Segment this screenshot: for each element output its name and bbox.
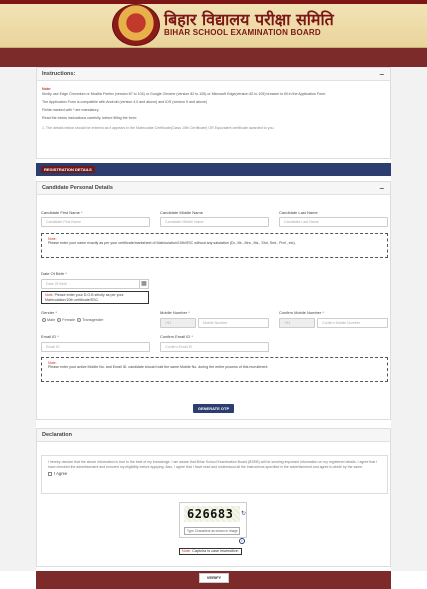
mobile-input[interactable]: Mobile Number [198,318,269,328]
right-margin [391,67,427,571]
declaration-heading: Declaration [42,432,72,438]
dob-label: Date Of Birth * [41,271,67,276]
instructions-panel [36,67,391,159]
gender-label: Gender * [41,310,58,315]
agree-row [48,471,381,476]
header-top-line [0,0,427,4]
middle-name-label: Candidate Middle Name [160,210,203,215]
gender-transgender-label: Transgender [82,318,104,322]
declaration-panel [36,428,391,567]
personal-details-header[interactable] [37,182,390,195]
mobile-note [41,357,388,382]
dob-note [41,291,149,304]
instructions-heading: Instructions: [42,71,76,77]
registration-strip [36,163,391,176]
declaration-header [37,429,390,442]
bseb-logo-icon [112,4,160,46]
gender-options [41,318,103,322]
confirm-email-input[interactable]: Confirm Email ID [160,342,269,352]
gender-female-radio[interactable] [57,318,61,322]
last-name-input[interactable]: Candidate Last Name [279,217,388,227]
refresh-captcha-icon[interactable]: ↻ [241,511,247,517]
instruction-line: The Application Form is compatible with Android (version 4.0 and above) and iOS (version 9 and above) [42,100,208,104]
mobile-label: Mobile Number * [160,310,190,315]
agree-checkbox[interactable] [48,472,52,476]
calendar-icon[interactable]: ▦ [139,279,149,289]
captcha-box [179,502,247,538]
confirm-mobile-label: Confirm Mobile Number * [279,310,324,315]
collapse-icon[interactable]: − [379,184,384,193]
last-name-label: Candidate Last Name [279,210,318,215]
email-input[interactable]: Email ID [41,342,150,352]
declaration-box [41,455,388,494]
instruction-line: Read the below instructions carefully, before filling the form: [42,116,137,120]
instructions-header[interactable] [37,68,390,81]
gender-male-label: Male [47,318,56,322]
site-title-hindi: बिहार विद्यालय परीक्षा समिति [164,10,334,29]
email-label: Email ID * [41,334,59,339]
dob-note-title: Note: [45,293,54,297]
declaration-text: I hereby declare that the above information is true to the best of my knowledge. I am aware that Bihar School Examination Board (BSEB) will be sending important information on my registered details. I agree that I have checked the advertisement and ensured my eligibility before applying. Also, I agree that I have read and understood all the instructions specified in the advertisement and agree to abide by the same. [48,460,378,469]
gender-transgender-radio[interactable] [77,318,81,322]
site-title-english: BIHAR SCHOOL EXAMINATION BOARD [164,28,321,37]
info-icon[interactable]: i [239,538,245,544]
generate-otp-button[interactable]: GENERATE OTP [193,404,234,413]
captcha-note [179,548,242,555]
captcha-image: 626683 [184,506,240,522]
name-note-title: Note: [48,237,57,241]
collapse-icon[interactable]: − [379,70,384,79]
mobile-note-text: Please enter your active Mobile No. and Email ID. candidate should hold the same Mobile No. during the entire process of this recruitment. [48,365,269,369]
confirm-mobile-input[interactable]: Confirm Mobile Number [317,318,388,328]
dob-input[interactable]: Date Of Birth [41,279,140,289]
nav-bar [0,48,427,67]
confirm-email-label: Confirm Email ID * [160,334,193,339]
confirm-mobile-country-code: +91 [279,318,315,328]
registration-label: REGISTRATION DETAILS [41,166,95,173]
middle-name-input[interactable]: Candidate Middle Name [160,217,269,227]
instruction-line: Kindly use Edge Chromium or Mozilla Firefox (version 87 to 104) or Google Chrome (version 82 to 105) or Microsoft Edge(version 82 to 105) browser to fill in the Application Form. [42,92,327,96]
gender-male-radio[interactable] [42,318,46,322]
gender-female-label: Female [62,318,75,322]
captcha-note-title: Note: [182,549,192,553]
verify-button[interactable]: VERIFY [199,573,229,583]
site-header [0,0,427,48]
left-margin [0,67,36,571]
agree-label: I Agree [54,471,68,477]
instruction-line: Fields marked with * are mandatory. [42,108,100,112]
first-name-label: Candidate First Name * [41,210,83,215]
mobile-note-title: Note: [48,361,57,365]
instruction-point: 1. The details below should be entered as it appears in the Matriculate Certificate(Class 10th Certificate) OR Equivalent certificate awarded to you. [42,126,275,130]
first-name-input[interactable]: Candidate First Name [41,217,150,227]
captcha-note-text: Captcha is case insensitive. [192,549,239,553]
mobile-country-code: +91 [160,318,196,328]
name-note-text: Please enter your name exactly as per your certificate/marksheet of Matriculation/10th/SSC without any salutation (Dr., Mr., Mrs., Ms., Shri, Smt., Prof., etc). [48,241,296,245]
name-note [41,233,388,258]
instructions-note-title: Note: [42,87,52,91]
dob-note-text: Please enter your D.O.B strictly as per your Matriculation/10th certificate/SSC. [45,293,124,302]
captcha-input[interactable]: Type Characters as shown in image [184,527,240,535]
personal-details-heading: Candidate Personal Details [42,185,113,191]
